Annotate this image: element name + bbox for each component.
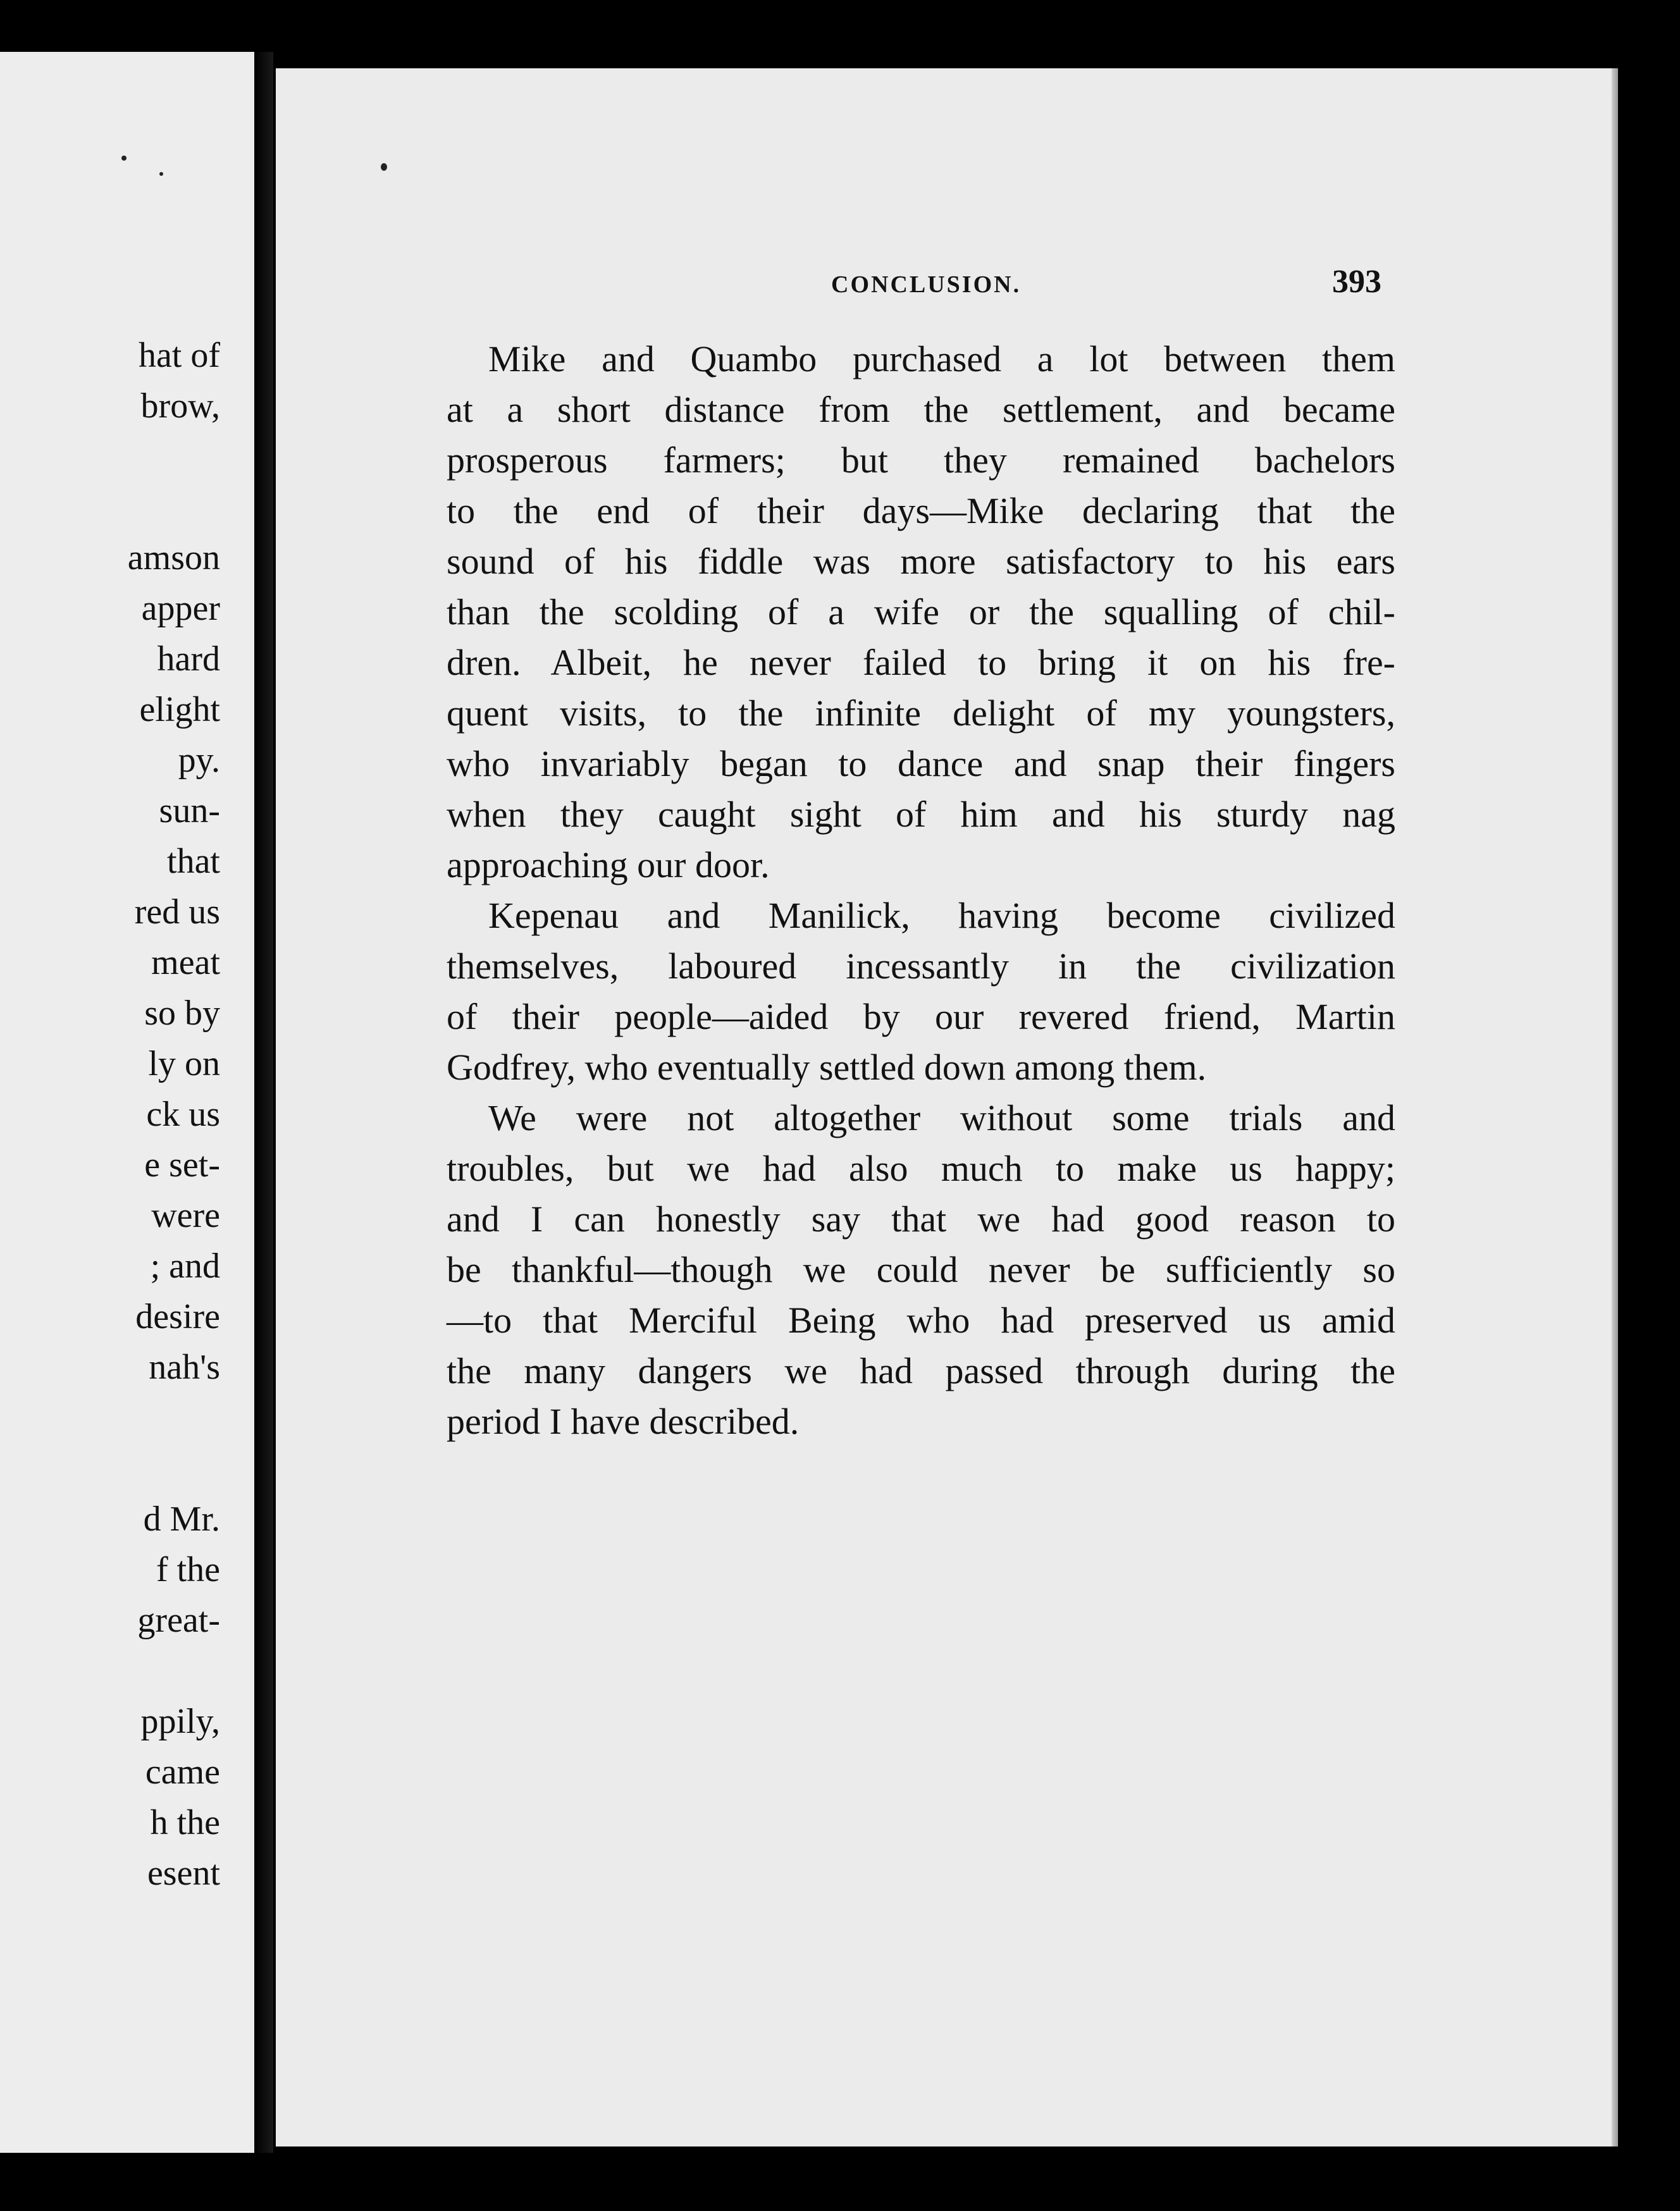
left-line: hat of <box>138 336 220 375</box>
left-line: amson <box>127 538 220 577</box>
text-line: themselves, laboured incessantly in the civilization <box>447 945 1395 987</box>
left-page-fragment <box>0 52 254 2153</box>
page-number: 393 <box>1332 264 1381 300</box>
left-line: brow, <box>140 386 220 426</box>
text-line: Kepenau and Manilick, having become civilized <box>488 895 1395 936</box>
text-line: We were not altogether without some trials and <box>488 1097 1395 1138</box>
left-line: ly on <box>148 1044 220 1083</box>
left-line: f the <box>156 1550 220 1589</box>
book-gutter <box>254 52 273 2153</box>
left-line: nah's <box>149 1348 220 1387</box>
left-line: so by <box>144 994 220 1033</box>
ink-speck <box>381 163 387 171</box>
left-line: red us <box>134 892 220 932</box>
text-line: quent visits, to the infinite delight of my youngsters, <box>447 693 1395 734</box>
left-line: great- <box>137 1601 220 1640</box>
text-line: Mike and Quambo purchased a lot between them <box>488 338 1395 379</box>
text-line: Godfrey, who eventually settled down among them. <box>447 1047 1207 1088</box>
page-header <box>276 263 1613 314</box>
left-line: ppily, <box>140 1702 220 1741</box>
left-line: h the <box>150 1803 220 1842</box>
text-line: approaching our door. <box>447 844 770 885</box>
ink-speck <box>121 156 127 161</box>
text-line: period I have described. <box>447 1401 800 1442</box>
left-line: came <box>145 1752 220 1792</box>
text-line: who invariably began to dance and snap their fingers <box>447 743 1395 784</box>
left-line: sun- <box>159 791 220 830</box>
body-text <box>447 334 1395 1447</box>
text-line: of their people—aided by our revered friend, Martin <box>447 996 1395 1037</box>
left-line: ck us <box>146 1095 220 1134</box>
left-line: d Mr. <box>143 1500 220 1539</box>
left-line: e set- <box>144 1145 220 1185</box>
left-line: meat <box>151 943 220 982</box>
left-line: elight <box>139 690 220 729</box>
text-line: to the end of their days—Mike declaring that the <box>447 490 1395 531</box>
text-line: troubles, but we had also much to make us happy; <box>447 1148 1395 1189</box>
text-line: be thankful—though we could never be sufficiently so <box>447 1249 1395 1290</box>
running-title: CONCLUSION. <box>831 271 1022 298</box>
left-line: esent <box>147 1854 220 1893</box>
left-line: apper <box>141 589 220 628</box>
text-line: prosperous farmers; but they remained bachelors <box>447 440 1395 481</box>
left-line: that <box>167 842 220 881</box>
left-line: py. <box>178 741 220 780</box>
text-line: at a short distance from the settlement, and became <box>447 389 1395 430</box>
text-line: the many dangers we had passed through during the <box>447 1350 1395 1391</box>
left-line: desire <box>135 1297 220 1336</box>
ink-speck <box>159 172 163 176</box>
text-line: than the scolding of a wife or the squalling of chil- <box>447 591 1395 632</box>
left-line: hard <box>157 639 220 679</box>
text-line: and I can honestly say that we had good reason to <box>447 1198 1395 1240</box>
page-edge <box>1612 68 1618 2146</box>
text-line: —to that Merciful Being who had preserved us amid <box>447 1300 1395 1341</box>
text-line: sound of his fiddle was more satisfactory to his ears <box>447 541 1395 582</box>
text-line: when they caught sight of him and his sturdy nag <box>447 794 1395 835</box>
right-page <box>276 68 1613 2146</box>
left-line: ; and <box>150 1247 220 1286</box>
text-line: dren. Albeit, he never failed to bring it on his fre- <box>447 642 1395 683</box>
left-line: were <box>151 1196 220 1235</box>
